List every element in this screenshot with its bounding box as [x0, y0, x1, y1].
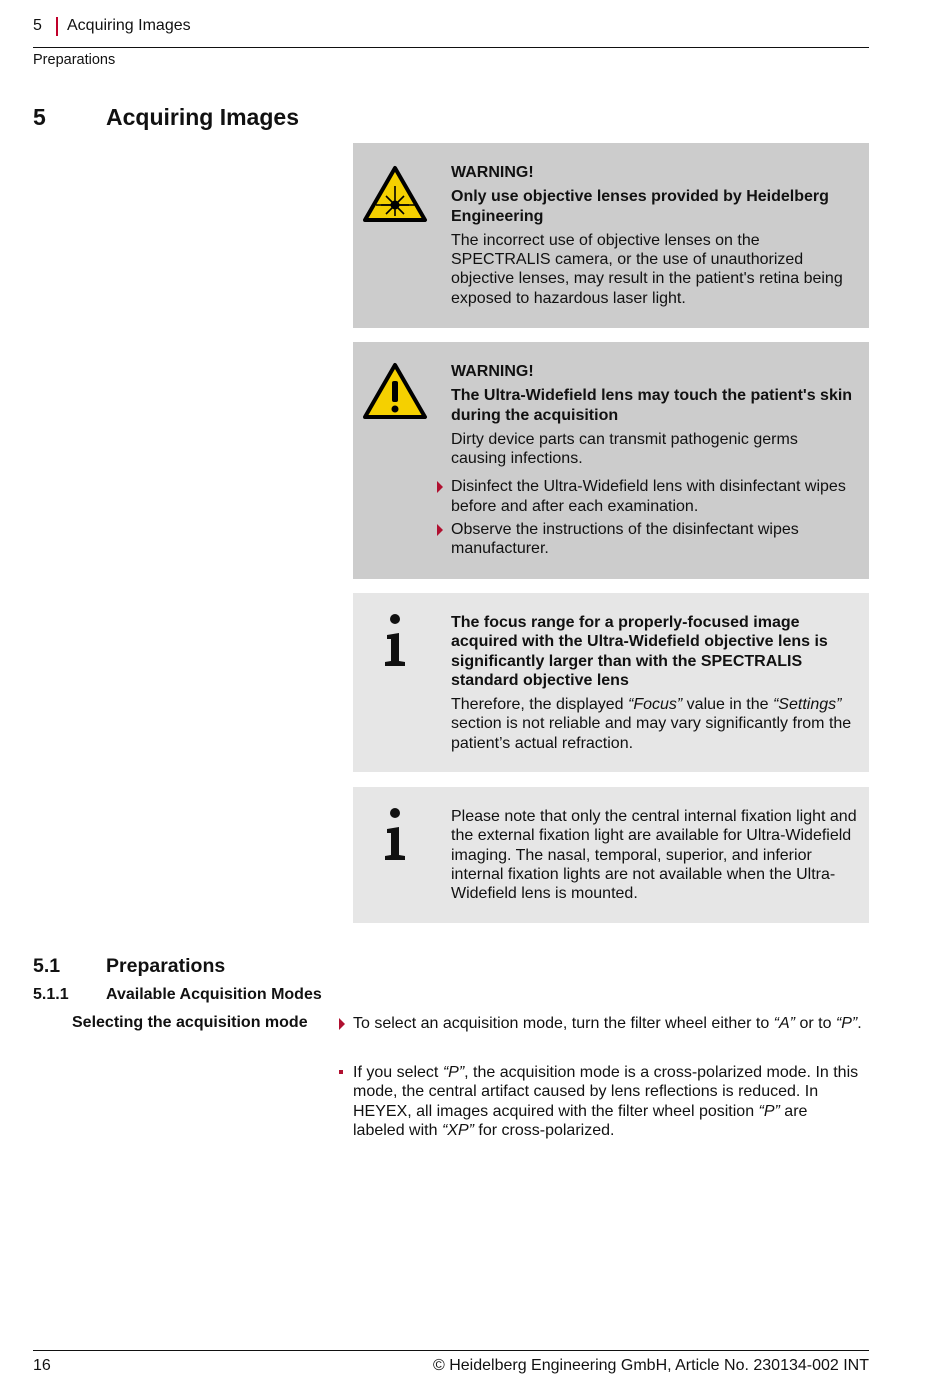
result-text: If you select: [353, 1064, 443, 1081]
focus-term: “Focus”: [628, 696, 683, 714]
heading1-number: 5: [33, 104, 46, 130]
step-arrow-icon: [339, 1018, 345, 1030]
result-bullet-icon: [339, 1070, 343, 1074]
info-title: The focus range for a properly-focused image acquired with the Ultra-Widefield objective lens is significantly larger than with the SPECTRALIS standard objective lens: [451, 614, 828, 689]
footer-rule: [33, 1350, 869, 1351]
heading2-title: Preparations: [106, 955, 226, 977]
settings-term: “Settings”: [772, 696, 842, 714]
step-text: or to: [795, 1015, 836, 1032]
warning-text: Dirty device parts can transmit pathogenic germs causing infections.: [451, 430, 798, 468]
warning-box-skin-contact: [353, 342, 869, 579]
info-text-part: Therefore, the displayed: [451, 696, 628, 714]
mode-p-term: “P”: [758, 1102, 780, 1120]
laser-warning-icon: [362, 165, 428, 223]
chapter-number: 5: [33, 17, 42, 34]
info-box-focus: [353, 593, 869, 772]
result-text: , the acquisition mode is a cross-polarized mode. In this mode, the central artifact caused by lens reflections is reduced. In HEYEX, all images acquired with the filter wheel position: [353, 1064, 859, 1120]
page-number: 16: [33, 1357, 51, 1374]
warning-text: The incorrect use of objective lenses on the SPECTRALIS camera, or the use of unauthorized objective lenses, may result in the patient's retina being exposed to hazardous laser light.: [451, 231, 843, 307]
heading2-number: 5.1: [33, 955, 61, 977]
step-arrow-icon: [437, 481, 443, 493]
info-text: Please note that only the central internal fixation light and the external fixation light are available for Ultra-Widefield imaging. The nasal, temporal, superior, and inferior internal fixation lights are not available when the Ultra-Widefield lens is mounted.: [451, 808, 857, 903]
info-icon: [383, 807, 409, 863]
copyright: © Heidelberg Engineering GmbH, Article No. 230134-002 INT: [432, 1357, 869, 1374]
side-label: Selecting the acquisition mode: [72, 1014, 308, 1031]
heading3-title: Available Acquisition Modes: [106, 986, 322, 1003]
warning-label: WARNING!: [451, 363, 534, 380]
info-text: [451, 695, 857, 753]
mode-p-term: “P”: [835, 1015, 858, 1032]
instruction-step: [451, 477, 857, 516]
warning-box-laser: [353, 143, 869, 328]
step-text: To select an acquisition mode, turn the filter wheel either to: [353, 1015, 774, 1032]
mode-xp-term: “XP”: [441, 1121, 474, 1139]
general-warning-icon: [362, 362, 428, 420]
warning-title: Only use objective lenses provided by Heidelberg Engineering: [451, 188, 829, 225]
header-divider: [56, 17, 58, 36]
instruction-step: [353, 1014, 863, 1033]
step-text: Disinfect the Ultra-Widefield lens with disinfectant wipes before and after each examination.: [451, 478, 846, 515]
info-text-part: section is not reliable and may vary significantly from the patient’s actual refraction.: [451, 715, 852, 752]
instruction-step: [451, 520, 857, 559]
result-item: [353, 1063, 863, 1140]
step-arrow-icon: [437, 524, 443, 536]
step-text: .: [857, 1015, 862, 1032]
info-box-fixation: [353, 787, 869, 923]
step-text: Observe the instructions of the disinfectant wipes manufacturer.: [451, 521, 799, 558]
chapter-title: Acquiring Images: [67, 17, 191, 34]
section-breadcrumb: Preparations: [33, 52, 116, 68]
header-rule: [33, 47, 869, 48]
warning-label: WARNING!: [451, 164, 534, 181]
info-text-part: value in the: [682, 696, 773, 714]
heading1-title: Acquiring Images: [106, 104, 299, 130]
info-icon: [383, 613, 409, 669]
warning-title: The Ultra-Widefield lens may touch the patient's skin during the acquisition: [451, 387, 853, 424]
result-text: are labeled with: [353, 1102, 808, 1139]
result-text: for cross-polarized.: [473, 1121, 615, 1139]
mode-p-term: “P”: [442, 1064, 465, 1081]
heading3-number: 5.1.1: [33, 986, 69, 1003]
mode-a-term: “A”: [773, 1015, 795, 1032]
